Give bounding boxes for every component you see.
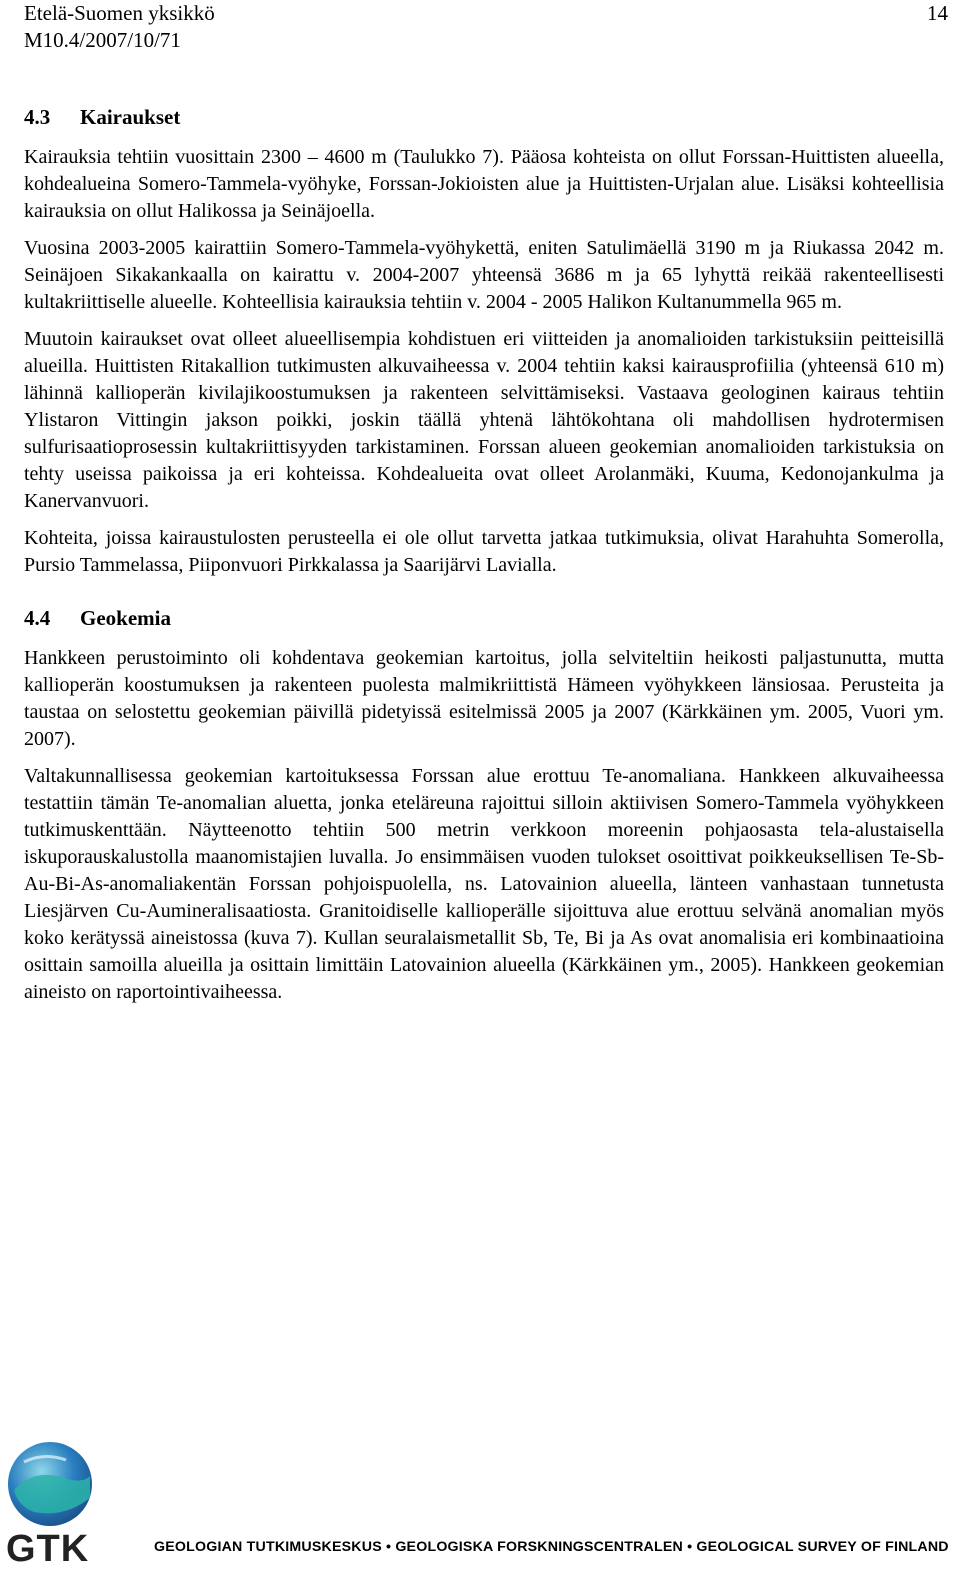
section-title: Kairaukset <box>80 105 181 129</box>
header-unit: Etelä-Suomen yksikkö <box>24 1 215 25</box>
document-header <box>24 0 215 54</box>
page-number: 14 <box>927 1 948 25</box>
document-body <box>24 100 944 1016</box>
paragraph: Kohteita, joissa kairaustulosten perusteella ei ole ollut tarvetta jatkaa tutkimuksia, olivat Harahuhta Somerolla, Pursio Tammelassa, Piiponvuori Pirkkalassa ja Saarijärvi Lavialla. <box>24 527 944 576</box>
section-number: 4.3 <box>24 105 51 129</box>
gtk-logo-text: GTK <box>6 1528 90 1570</box>
paragraph: Kairauksia tehtiin vuosittain 2300 – 4600 m (Taulukko 7). Pääosa kohteista on ollut Forssan-Huittisten alueella, kohdealueina Somero-Tammela-vyöhyke, Forssan-Jokioisten alue ja Huittisten-Urjalan alue. Lisäksi kohteellisia kairauksia on ollut Halikossa ja Seinäjoella. <box>24 146 944 222</box>
header-report-id: M10.4/2007/10/71 <box>24 28 181 52</box>
paragraph: Hankkeen perustoiminto oli kohdentava geokemian kartoitus, jolla selviteltiin heikosti paljastunutta, mutta kallioperän koostumuksen ja rakenteen puolesta malmikriittistä Hämeen vyöhykkeen länsiosaa. Perusteita ja taustaa on selostettu geokemian päivillä pidetyissä esitelmissä 2005 ja 2007 (Kärkkäinen ym. 2005, Vuori ym. 2007). <box>24 647 944 750</box>
paragraph: Vuosina 2003-2005 kairattiin Somero-Tammela-vyöhykettä, eniten Satulimäellä 3190 m ja Riukassa 2042 m. Seinäjoen Sikakankaalla on kairattu v. 2004-2007 yhteensä 3686 m ja 65 lyhyttä reikää rakenteellisesti kultakriittiselle alueelle. Kohteellisia kairauksia tehtiin v. 2004 - 2005 Halikon Kultanummella 965 m. <box>24 237 944 313</box>
section-title: Geokemia <box>80 606 171 630</box>
page-footer <box>0 1432 960 1586</box>
paragraph: Valtakunnallisessa geokemian kartoituksessa Forssan alue erottuu Te-anomaliana. Hankkeen alkuvaiheessa testattiin tämän Te-anomalian aluetta, jonka eteläreuna rajoittui silloin aktiivisen Somero-Tammela vyöhykkeen tutkimuskenttään. Näytteenotto tehtiin 500 metrin verkkoon moreenin pohjaosasta tela-alustaisella iskuporauskalustolla maanomistajien luvalla. Jo ensimmäisen vuoden tulokset osoittivat poikkeuksellisen Te-Sb-Au-Bi-As-anomaliakentän Forssan pohjoispuolella, ns. Latovainion alueella, länteen vanhastaan tunnetusta Liesjärven Cu-Aumineralisaatiosta. Granitoidiselle kallioperälle sijoittuva alue erottuu selvänä anomalian myös koko kerätyssä aineistossa (kuva 7). Kullan seuralaismetallit Sb, Te, Bi ja As ovat anomalisia eri kombinaatioina osittain samoilla alueilla ja osittain limittäin Latovainion alueella (Kärkkäinen ym., 2005). Hankkeen geokemian aineisto on raportointivaiheessa. <box>24 765 944 1003</box>
section-number: 4.4 <box>24 606 51 630</box>
section-heading-geokemia <box>24 601 944 635</box>
gtk-globe-logo-icon <box>4 1438 96 1530</box>
paragraph: Muutoin kairaukset ovat olleet alueellisempia kohdistuen eri viitteiden ja anomalioiden tarkistuksiin peitteisillä alueilla. Huittisten Ritakallion tutkimusten alkuvaiheessa v. 2004 tehtiin kaksi kairausprofiilia (yhteensä 610 m) lähinnä kallioperän kivilajikoostumuksen ja rakenteen selvittämiseksi. Vastaava geologinen kairaus tehtiin Ylistaron Vittingin jakson poikki, joskin täällä yhtenä lähtökohtana oli mahdollisen hydrotermisen sulfurisaatioprosessin kultakriittisyyden tarkistaminen. Forssan alueen geokemian anomalioiden tarkistuksia on tehty useissa paikoissa ja eri kohteissa. Kohdealueita ovat olleet Arolanmäki, Kuuma, Kedonojankulma ja Kanervanvuori. <box>24 328 944 512</box>
section-heading-kairaukset <box>24 100 944 134</box>
footer-tagline: GEOLOGIAN TUTKIMUSKESKUS • GEOLOGISKA FORSKNINGSCENTRALEN • GEOLOGICAL SURVEY OF FINLAND <box>154 1539 949 1555</box>
